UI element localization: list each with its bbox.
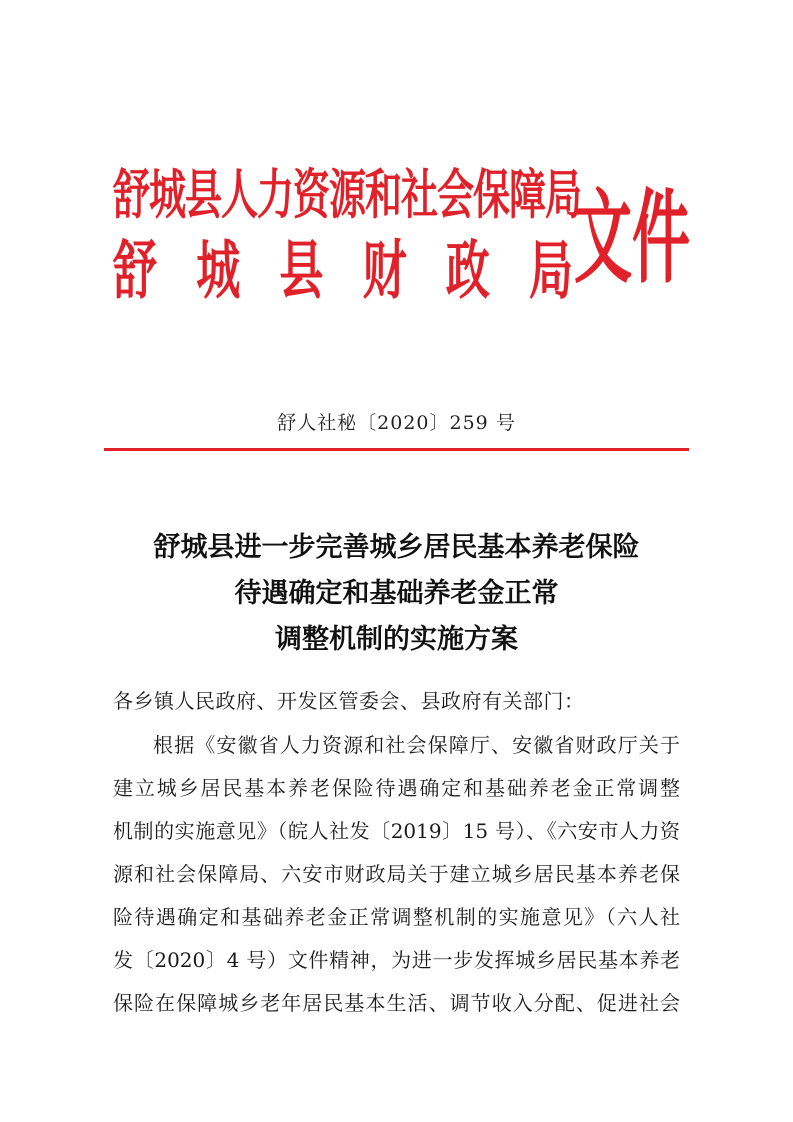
header-agency-hrss-text: 舒城县人力资源和社会保障局 xyxy=(113,162,581,227)
header-agency-finance-char: 县 xyxy=(279,234,324,309)
body-text-line: 险待遇确定和基础养老金正常调整机制的实施意见》（六人社 xyxy=(113,905,680,929)
document-title-line: 待遇确定和基础养老金正常 xyxy=(234,578,559,609)
body-text-line: 机制的实施意见》（皖人社发〔2019〕15 号）、《六安市人力资 xyxy=(113,819,680,843)
document-title-line: 调整机制的实施方案 xyxy=(275,624,518,655)
header-agency-finance-char: 政 xyxy=(445,234,490,309)
header-doc-type xyxy=(571,170,693,298)
header-agency-hrss xyxy=(113,158,581,227)
body-text-line: 保险在保障城乡老年居民基本生活、调节收入分配、促进社会 xyxy=(113,991,680,1015)
header-divider xyxy=(104,448,689,451)
header-agency-finance-char: 财 xyxy=(362,234,407,309)
body-text-line: 发〔2020〕4 号）文件精神，为进一步发挥城乡居民基本养老 xyxy=(113,948,680,972)
header-doc-type-text: 文件 xyxy=(573,178,690,298)
body-text-line: 源和社会保障局、六安市财政局关于建立城乡居民基本养老保 xyxy=(113,862,680,886)
document-title-line: 舒城县进一步完善城乡居民基本养老保险 xyxy=(153,532,640,563)
salutation: 各乡镇人民政府、开发区管委会、县政府有关部门： xyxy=(113,689,585,713)
body-text-line: 根据《安徽省人力资源和社会保障厅、安徽省财政厅关于 xyxy=(153,733,680,757)
body-text-line: 建立城乡居民基本养老保险待遇确定和基础养老金正常调整 xyxy=(113,776,680,800)
header-agency-finance xyxy=(113,233,573,309)
document-number: 舒人社秘〔2020〕259 号 xyxy=(277,412,516,434)
header-agency-finance-char: 局 xyxy=(528,234,573,309)
header-agency-finance-char: 舒 xyxy=(113,234,157,309)
header-agency-finance-char: 城 xyxy=(196,234,241,309)
